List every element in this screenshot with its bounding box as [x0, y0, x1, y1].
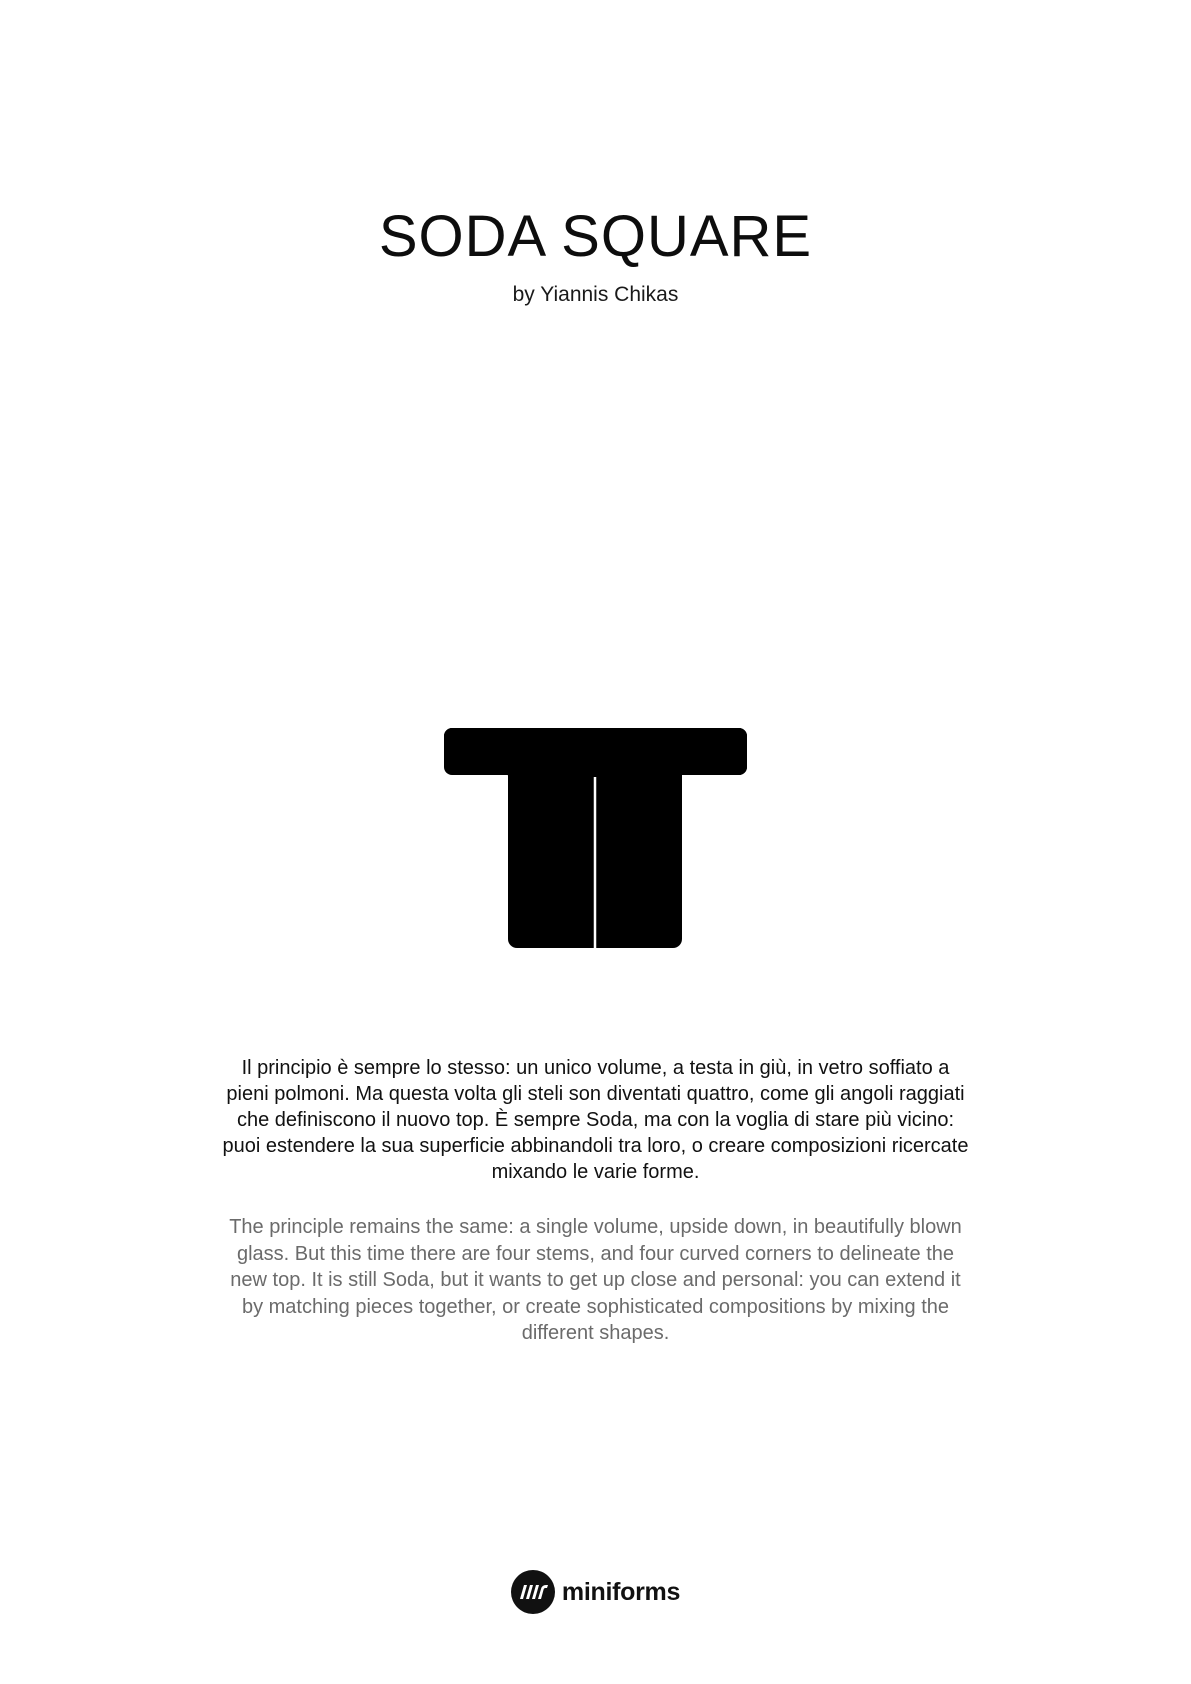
description-english: The principle remains the same: a single volume, upside down, in beautifully blown glass. But this time there are four stems, and four curved corners to delineate the new top. It is still Soda, but it wants to get up close and personal: you can extend it by matching pieces together, or create sophisticated compositions by mixing the different shapes.	[229, 1216, 962, 1344]
description-italian: Il principio è sempre lo stesso: un unico volume, a testa in giù, in vetro soffiato a pieni polmoni. Ma questa volta gli steli son diventati quattro, come gli angoli raggiati che definiscono il nuovo top. È sempre Soda, ma con la voglia di stare più vicino: puoi estendere la sua superficie abbinandoli tra loro, o creare composizioni ricercate mixando le varie forme.	[222, 1057, 969, 1183]
miniforms-logo-icon	[511, 1570, 555, 1614]
page-title: SODA SQUARE	[378, 204, 813, 269]
soda-square-table-icon	[444, 728, 747, 948]
brand-footer	[0, 1570, 1191, 1614]
designer-byline: by Yiannis Chikas	[512, 283, 679, 306]
brand-name: miniforms	[561, 1577, 681, 1606]
